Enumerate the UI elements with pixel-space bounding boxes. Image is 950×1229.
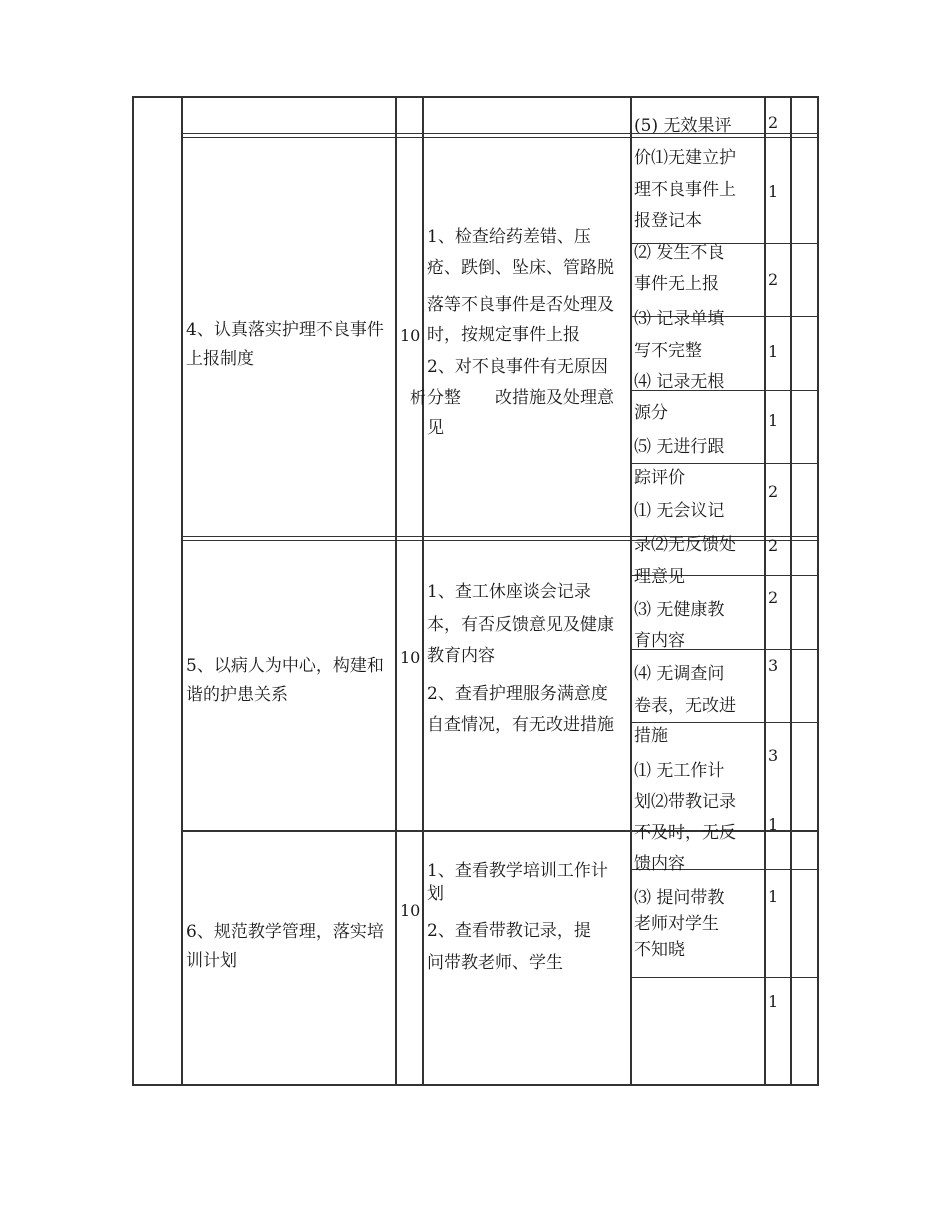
method-line: 1、查看教学培训工作计 xyxy=(427,861,608,881)
method-line: 教育内容 xyxy=(427,646,495,666)
method-line: 时，按规定事件上报 xyxy=(427,325,580,345)
criteria-line: 报登记本 xyxy=(634,211,702,231)
criteria-line: 卷表，无改进 xyxy=(634,696,736,716)
criteria-line: 事件无上报 xyxy=(634,274,719,294)
method-line: 本，有否反馈意见及健康 xyxy=(427,615,614,635)
criteria-line: 踪评价 xyxy=(634,468,685,488)
score-note: 析 xyxy=(410,388,427,407)
deduction-value: 2 xyxy=(768,482,779,501)
score-value: 10 xyxy=(400,326,421,345)
deduction-value: 1 xyxy=(768,887,779,906)
deduction-value: 2 xyxy=(768,270,779,289)
criteria-line: ⑶ 记录单填 xyxy=(634,309,725,329)
deduction-value: 1 xyxy=(768,815,779,834)
method-line: 见 xyxy=(427,418,444,438)
sub-separator xyxy=(630,977,819,978)
method-line: 疮、跌倒、坠床、管路脱 xyxy=(427,258,614,278)
table-top-border xyxy=(132,96,819,98)
col-divider-6 xyxy=(790,96,792,1086)
deduction-value: 1 xyxy=(768,411,779,430)
score-value: 10 xyxy=(400,648,421,667)
criteria-line: 老师对学生 xyxy=(634,914,719,934)
method-line: 落等不良事件是否处理及 xyxy=(427,295,614,315)
deduction-value: 3 xyxy=(768,746,779,765)
criteria-line: (5) 无效果评 xyxy=(634,116,732,136)
method-line: 1、检查给药差错、压 xyxy=(427,227,591,247)
col-divider-3 xyxy=(422,96,424,1086)
method-line: 问带教老师、学生 xyxy=(427,953,563,973)
criteria-line: ⑶ 无健康教 xyxy=(634,600,725,620)
col-divider-2 xyxy=(395,96,397,1086)
deduction-value: 3 xyxy=(768,656,779,675)
table-right-border xyxy=(817,96,819,1086)
criteria-line: ⑸ 无进行跟 xyxy=(634,437,725,457)
criteria-line: 理不良事件上 xyxy=(634,180,736,200)
criteria-line: 不知晓 xyxy=(634,940,685,960)
method-line: 划 xyxy=(427,884,444,904)
table-bottom-border xyxy=(132,1084,819,1086)
criteria-line: ⑴ 无会议记 xyxy=(634,501,725,521)
criteria-line: 划⑵带教记录 xyxy=(634,792,736,812)
score-value: 10 xyxy=(400,901,421,920)
criteria-line: ⑶ 提问带教 xyxy=(634,888,725,908)
criteria-line: ⑷ 无调查问 xyxy=(634,664,725,684)
method-line: 2、查看带教记录，提 xyxy=(427,921,591,941)
method-line: 2、对不良事件有无原因 xyxy=(427,357,608,377)
deduction-value: 2 xyxy=(768,588,779,607)
method-line: 分整 改措施及处理意 xyxy=(427,388,614,408)
criteria-line: 写不完整 xyxy=(634,341,702,361)
criteria-line: ⑷ 记录无根 xyxy=(634,372,725,392)
item-title-line: 4、认真落实护理不良事件上报制度 xyxy=(186,320,384,369)
table-left-border xyxy=(132,96,134,1086)
criteria-line: 理意见 xyxy=(634,567,685,587)
col-divider-5 xyxy=(764,96,766,1086)
deduction-value: 1 xyxy=(768,342,779,361)
col-divider-4 xyxy=(630,96,632,1086)
method-line: 1、查工休座谈会记录 xyxy=(427,582,591,602)
col-divider-1 xyxy=(181,96,183,1086)
criteria-line: 措施 xyxy=(634,726,668,746)
item-title-line: 5、以病人为中心，构建和谐的护患关系 xyxy=(186,656,384,705)
criteria-line: 录⑵无反馈处 xyxy=(634,535,736,555)
method-line: 2、查看护理服务满意度 xyxy=(427,684,608,704)
method-line: 自查情况，有无改进措施 xyxy=(427,715,614,735)
deduction-value: 2 xyxy=(768,113,779,132)
sub-separator xyxy=(630,463,819,464)
criteria-line: 馈内容 xyxy=(634,854,685,874)
item-title-line: 6、规范教学管理，落实培训计划 xyxy=(186,922,384,971)
criteria-line: ⑵ 发生不良 xyxy=(634,243,725,263)
deduction-value: 1 xyxy=(768,992,779,1011)
criteria-line: ⑴ 无工作计 xyxy=(634,761,725,781)
deduction-value: 1 xyxy=(768,182,779,201)
criteria-line: 源分 xyxy=(634,403,668,423)
criteria-line: 育内容 xyxy=(634,631,685,651)
criteria-line: 不及时，无反 xyxy=(634,823,736,843)
criteria-line: 价⑴无建立护 xyxy=(634,148,736,168)
deduction-value: 2 xyxy=(768,536,779,555)
